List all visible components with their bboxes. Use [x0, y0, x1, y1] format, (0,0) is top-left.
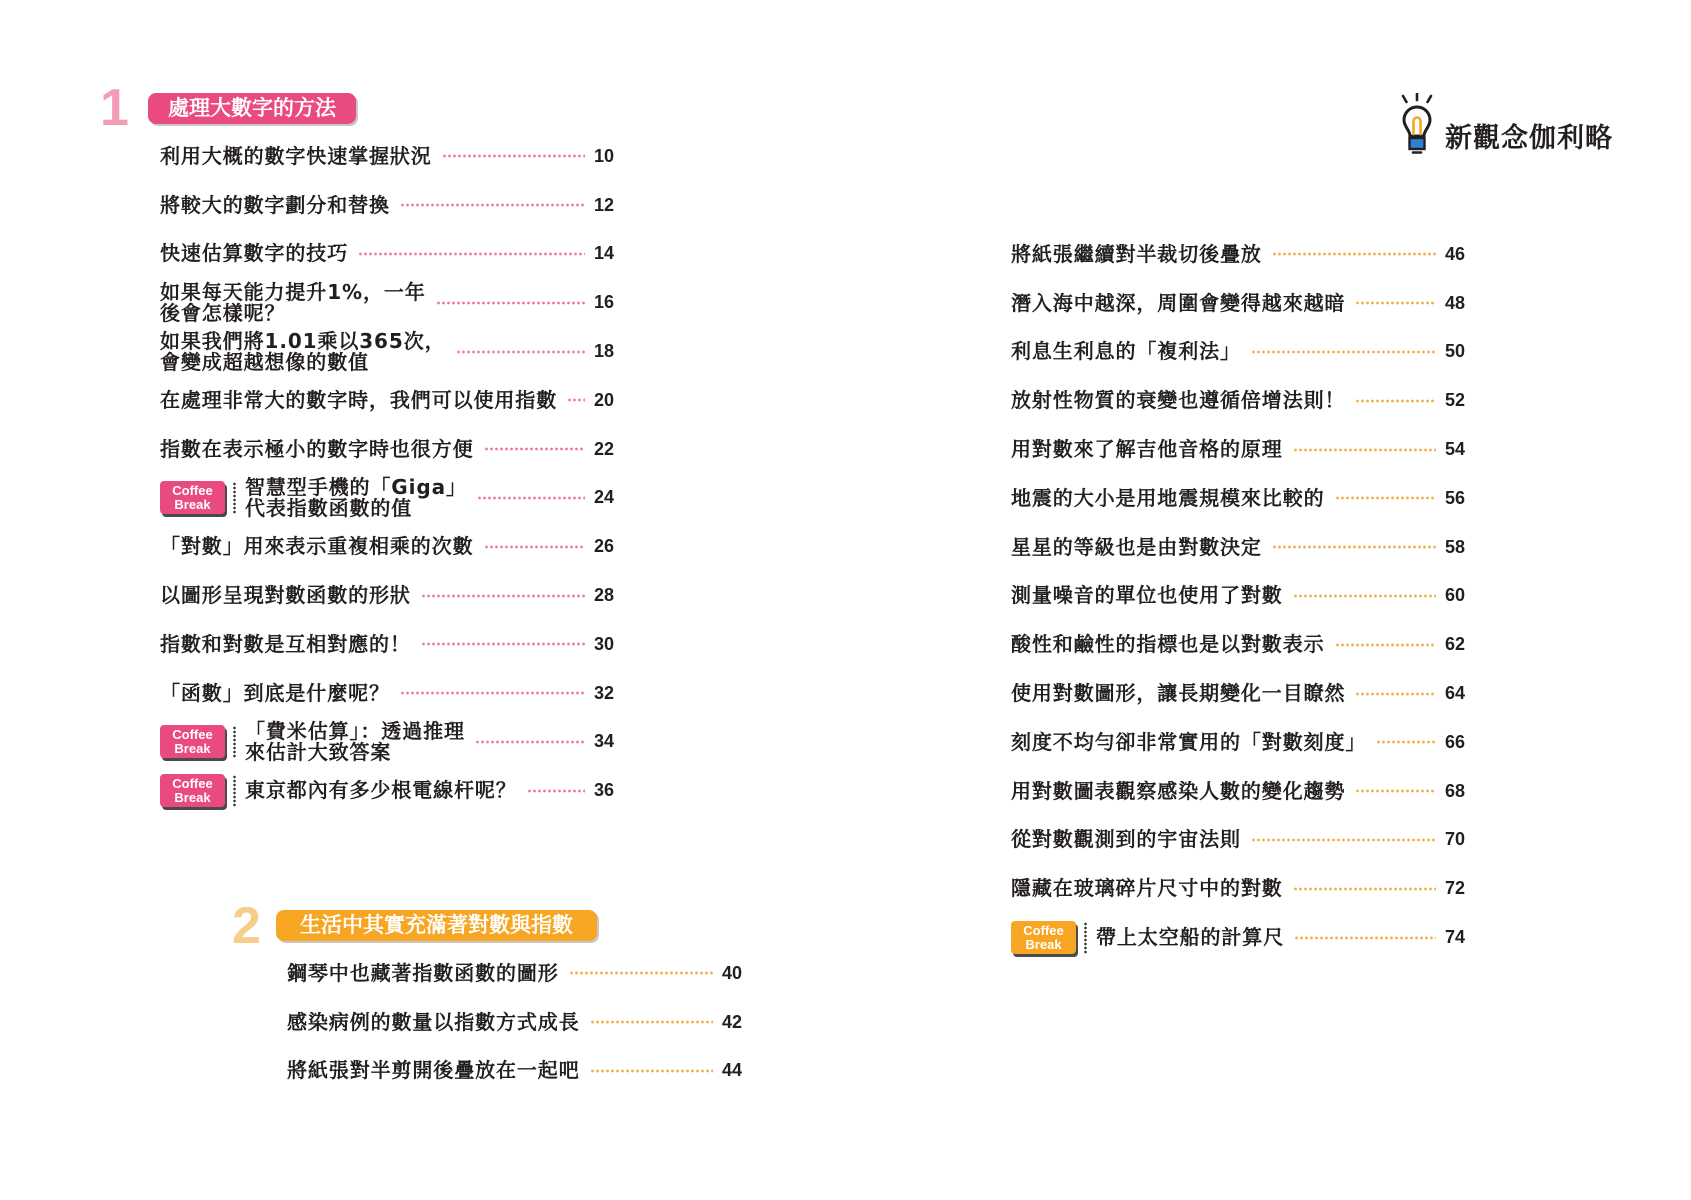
entry-title-line: 將紙張繼續對半裁切後疊放 [1011, 241, 1262, 266]
entry-title-line: 「費米估算」：透過推理 [245, 719, 465, 744]
entry-title-line: 東京都內有多少根電線杆呢？ [245, 778, 517, 803]
dot-leader [567, 398, 585, 402]
page-number: 24 [594, 487, 615, 508]
entry-title-text [160, 436, 474, 461]
entry-title [1011, 729, 1367, 754]
chapter-title: 生活中其實充滿著對數與指數 [276, 910, 597, 941]
entry-title-line: 將較大的數字劃分和替換 [160, 192, 390, 217]
entry-title-text [1011, 729, 1367, 754]
entry-title [160, 774, 517, 807]
dot-leader [1335, 496, 1437, 500]
dot-leader [1293, 887, 1436, 891]
toc-list-chapter-2-continued [1011, 230, 1469, 962]
entry-title-text [160, 631, 411, 656]
entry-title-text [160, 680, 390, 705]
entry-title [1011, 241, 1262, 266]
entry-title [1011, 683, 1345, 704]
page-number: 58 [1445, 536, 1466, 557]
toc-entry [1011, 767, 1469, 816]
badge-label: Break [1025, 936, 1062, 952]
toc-entry [1011, 718, 1469, 767]
dotted-divider [233, 775, 236, 807]
toc-entry [1011, 279, 1469, 328]
coffee-break-entry [160, 474, 618, 523]
entry-title-line: 快速估算數字的技巧 [160, 241, 349, 266]
entry-title [160, 631, 411, 656]
dot-leader [527, 789, 585, 793]
entry-title-text [1011, 778, 1346, 803]
entry-title-line: 以圖形呈現對數函數的形狀 [160, 583, 411, 608]
entry-title-text [287, 1060, 580, 1081]
dot-leader [1293, 594, 1436, 598]
toc-entry [1011, 669, 1469, 718]
entry-title-text [1011, 878, 1283, 899]
entry-title [160, 536, 474, 557]
dot-leader [484, 447, 586, 451]
page-number: 28 [594, 585, 615, 606]
dot-leader [1355, 789, 1436, 793]
entry-title-line: 代表指數函數的值 [245, 495, 413, 520]
page-number: 34 [594, 731, 615, 752]
chapter-number: 1 [100, 79, 129, 137]
toc-entry [1011, 474, 1469, 523]
dot-leader [358, 252, 585, 256]
dot-leader [1376, 740, 1436, 744]
coffee-break-badge [160, 774, 225, 807]
entry-title-line: 隱藏在玻璃碎片尺寸中的對數 [1011, 876, 1283, 901]
entry-title-text [160, 585, 411, 606]
entry-title-line: 指數和對數是互相對應的！ [160, 631, 411, 656]
toc-list-chapter-1 [160, 132, 618, 815]
entry-title-line: 指數在表示極小的數字時也很方便 [160, 436, 474, 461]
dot-leader [1293, 448, 1436, 452]
entry-title-text [160, 536, 474, 557]
badge-label: Coffee [172, 775, 213, 791]
entry-title-text [160, 143, 432, 168]
coffee-break-entry [160, 766, 618, 815]
badge-label: Break [174, 740, 211, 756]
page-number: 26 [594, 536, 615, 557]
series-title: 新觀念伽利略 [1445, 123, 1613, 154]
page-number: 64 [1445, 683, 1466, 704]
entry-title-line: 會變成超越想像的數值 [160, 349, 369, 374]
toc-entry [1011, 328, 1469, 377]
entry-title [1011, 485, 1325, 510]
page-number: 14 [594, 243, 615, 264]
entry-title-text [287, 1009, 580, 1034]
page-number: 70 [1445, 829, 1466, 850]
page-number: 46 [1445, 243, 1466, 264]
page-number: 50 [1445, 341, 1466, 362]
page-number: 30 [594, 633, 615, 654]
toc-entry [1011, 864, 1469, 913]
entry-title [160, 143, 432, 168]
entry-title-text [160, 282, 426, 323]
dot-leader [1335, 643, 1437, 647]
entry-title-line: 用對數圖表觀察感染人數的變化趨勢 [1011, 778, 1346, 803]
entry-title [1011, 290, 1346, 315]
dot-leader [400, 691, 585, 695]
entry-title-text [160, 331, 446, 372]
entry-title-text [245, 780, 517, 801]
dot-leader [1294, 936, 1436, 940]
dot-leader [1272, 545, 1436, 549]
coffee-break-entry [1011, 913, 1469, 962]
entry-title [1011, 829, 1241, 850]
entry-title [160, 436, 474, 461]
entry-title-text [1011, 534, 1262, 559]
entry-title-line: 刻度不均勻卻非常實用的「對數刻度」 [1011, 729, 1367, 754]
entry-title-line: 星星的等級也是由對數決定 [1011, 534, 1262, 559]
dot-leader [456, 350, 586, 354]
page-number: 74 [1445, 927, 1466, 948]
entry-title-line: 鋼琴中也藏著指數函數的圖形 [287, 960, 559, 985]
toc-entry [1011, 425, 1469, 474]
entry-title-line: 「對數」用來表示重複相乘的次數 [160, 534, 474, 559]
entry-title-text [1011, 390, 1345, 411]
entry-title-text [1011, 290, 1346, 315]
entry-title-line: 利用大概的數字快速掌握狀況 [160, 143, 432, 168]
entry-title [160, 585, 411, 606]
page-number: 42 [722, 1011, 743, 1032]
page-number: 44 [722, 1060, 743, 1081]
dot-leader [484, 545, 586, 549]
dotted-divider [233, 482, 236, 514]
entry-title-text [160, 192, 390, 217]
chapter-title: 處理大數字的方法 [148, 93, 356, 124]
entry-title-line: 在處理非常大的數字時，我們可以使用指數 [160, 387, 558, 412]
entry-title-text [1011, 634, 1325, 655]
dot-leader [1355, 399, 1436, 403]
coffee-break-badge [160, 481, 225, 514]
toc-entry [1011, 816, 1469, 865]
page-number: 66 [1445, 731, 1466, 752]
entry-title [160, 387, 558, 412]
page-number: 22 [594, 438, 615, 459]
toc-entry [160, 181, 618, 230]
entry-title-line: 「函數」到底是什麼呢？ [160, 680, 390, 705]
dot-leader [421, 642, 585, 646]
page-number: 36 [594, 780, 615, 801]
toc-entry [287, 998, 746, 1047]
dot-leader [1251, 838, 1436, 842]
toc-entry [287, 949, 746, 998]
entry-title-text [287, 960, 559, 985]
entry-title [160, 243, 348, 264]
toc-entry [160, 522, 618, 571]
page-number: 56 [1445, 487, 1466, 508]
dot-leader [1272, 252, 1436, 256]
badge-label: Coffee [172, 482, 213, 498]
entry-title-line: 將紙張對半剪開後疊放在一起吧 [287, 1058, 580, 1083]
page-number: 32 [594, 682, 615, 703]
toc-entry [160, 376, 618, 425]
page-number: 16 [594, 292, 615, 313]
page-number: 10 [594, 145, 615, 166]
entry-title-line: 酸性和鹼性的指標也是以對數表示 [1011, 632, 1325, 657]
entry-title-line: 用對數來了解吉他音格的原理 [1011, 437, 1283, 462]
dotted-divider [1084, 922, 1087, 954]
toc-entry [1011, 230, 1469, 279]
toc-entry [160, 278, 618, 327]
entry-title [160, 192, 390, 217]
entry-title-text [1011, 439, 1283, 460]
entry-title-line: 智慧型手機的「Giga」 [245, 475, 467, 500]
entry-title-text [1011, 485, 1325, 510]
chapter-number: 2 [232, 897, 261, 955]
page-number: 68 [1445, 780, 1466, 801]
page-number: 60 [1445, 585, 1466, 606]
entry-title-line: 測量噪音的單位也使用了對數 [1011, 583, 1283, 608]
dot-leader [477, 496, 585, 500]
dot-leader [436, 301, 585, 305]
toc-entry [160, 669, 618, 718]
toc-entry [160, 620, 618, 669]
entry-title-text [1011, 241, 1262, 266]
entry-title [1011, 634, 1325, 655]
entry-title [160, 477, 467, 518]
entry-title [1011, 878, 1283, 899]
dot-leader [590, 1069, 713, 1073]
entry-title-text [160, 387, 558, 412]
toc-entry [1011, 523, 1469, 572]
entry-title-text [160, 243, 348, 264]
coffee-break-entry [160, 718, 618, 767]
entry-title-line: 使用對數圖形，讓長期變化一目瞭然 [1011, 681, 1346, 706]
toc-entry [287, 1047, 746, 1096]
toc-list-chapter-2 [287, 949, 746, 1095]
page-number: 54 [1445, 439, 1466, 460]
entry-title [1011, 341, 1241, 362]
entry-title [1011, 778, 1346, 803]
entry-title [160, 680, 390, 705]
entry-title [287, 1060, 580, 1081]
toc-entry [160, 425, 618, 474]
entry-title-line: 如果我們將1.01乘以365次， [160, 329, 446, 354]
toc-entry [160, 230, 618, 279]
coffee-break-badge [1011, 921, 1076, 954]
toc-entry [1011, 620, 1469, 669]
entry-title [1011, 390, 1345, 411]
dot-leader [590, 1020, 713, 1024]
entry-title [160, 331, 446, 372]
page-number: 72 [1445, 878, 1466, 899]
entry-title [1011, 439, 1283, 460]
entry-title-line: 潛入海中越深，周圍會變得越來越暗 [1011, 290, 1346, 315]
dot-leader [569, 971, 713, 975]
entry-title-text [1011, 829, 1241, 850]
entry-title [287, 960, 559, 985]
toc-entry [1011, 376, 1469, 425]
toc-entry [1011, 572, 1469, 621]
coffee-break-badge [160, 725, 225, 758]
dot-leader [400, 203, 585, 207]
entry-title-line: 從對數觀測到的宇宙法則 [1011, 827, 1241, 852]
dot-leader [1355, 692, 1436, 696]
entry-title-text [1011, 585, 1283, 606]
dot-leader [442, 154, 585, 158]
lightbulb-icon [1396, 93, 1438, 155]
entry-title-line: 帶上太空船的計算尺 [1096, 925, 1285, 950]
toc-entry [160, 132, 618, 181]
badge-label: Break [174, 789, 211, 805]
entry-title-text [245, 477, 467, 518]
badge-label: Coffee [172, 726, 213, 742]
entry-title [160, 721, 465, 762]
entry-title-text [245, 721, 465, 762]
dot-leader [1251, 350, 1436, 354]
dot-leader [421, 594, 585, 598]
entry-title [1011, 585, 1283, 606]
badge-label: Coffee [1023, 922, 1064, 938]
entry-title-text [1096, 927, 1284, 948]
dotted-divider [233, 726, 236, 758]
page-number: 18 [594, 341, 615, 362]
entry-title-text [1011, 683, 1345, 704]
page-number: 12 [594, 194, 615, 215]
page-number: 20 [594, 389, 615, 410]
page-number: 52 [1445, 390, 1466, 411]
toc-entry [160, 327, 618, 376]
page-number: 48 [1445, 292, 1466, 313]
entry-title-text [1011, 341, 1241, 362]
entry-title-line: 地震的大小是用地震規模來比較的 [1011, 485, 1325, 510]
dot-leader [475, 740, 585, 744]
entry-title [287, 1009, 580, 1034]
entry-title [1011, 534, 1262, 559]
entry-title-line: 放射性物質的衰變也遵循倍增法則！ [1011, 388, 1346, 413]
page-number: 62 [1445, 634, 1466, 655]
toc-entry [160, 571, 618, 620]
entry-title-line: 來估計大致答案 [245, 739, 392, 764]
entry-title [160, 282, 426, 323]
page-number: 40 [722, 962, 743, 983]
entry-title [1011, 921, 1284, 954]
dot-leader [1355, 301, 1436, 305]
entry-title-line: 後會怎樣呢？ [160, 300, 286, 325]
badge-label: Break [174, 496, 211, 512]
entry-title-line: 如果每天能力提升1%，一年 [160, 280, 426, 305]
entry-title-line: 利息生利息的「複利法」 [1011, 339, 1241, 364]
entry-title-line: 感染病例的數量以指數方式成長 [287, 1009, 580, 1034]
